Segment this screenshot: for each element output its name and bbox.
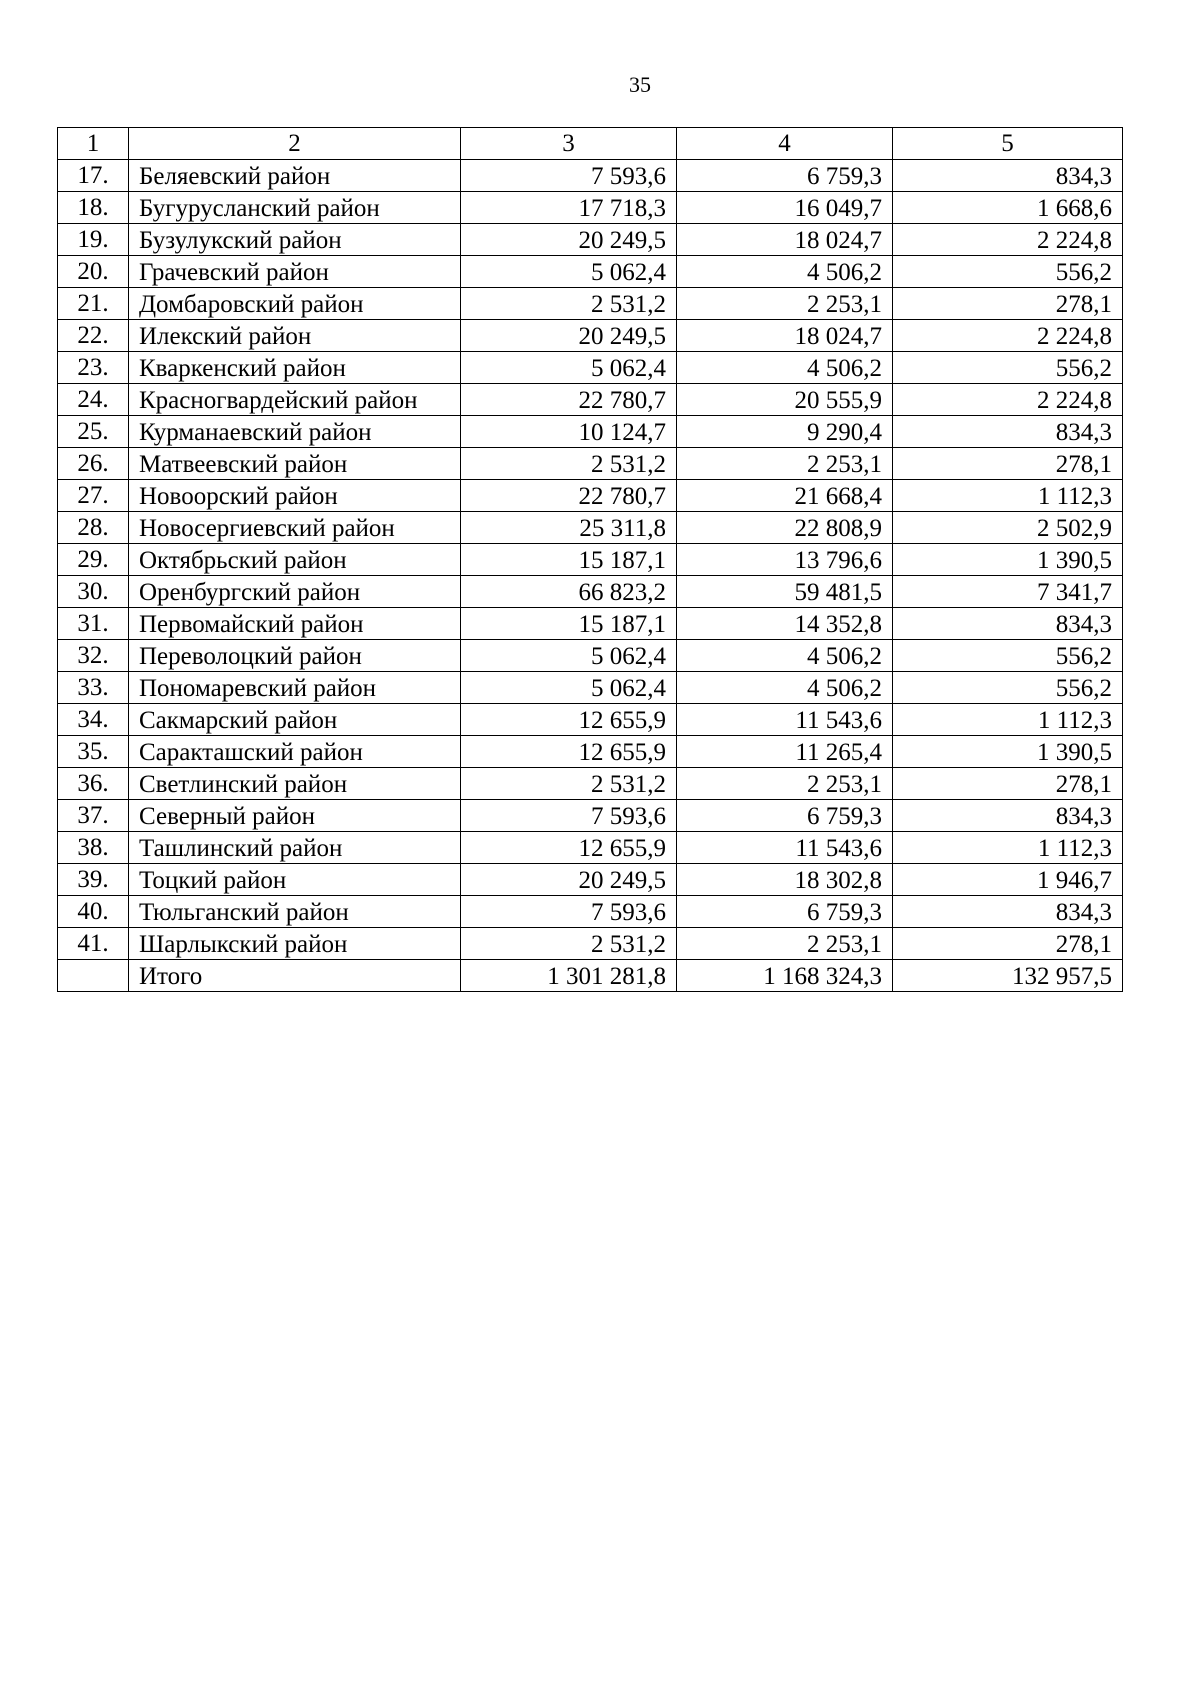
district-name-cell: Ташлинский район — [129, 832, 461, 864]
district-name-cell: Тоцкий район — [129, 864, 461, 896]
district-name-cell: Беляевский район — [129, 160, 461, 192]
district-name-cell: Бузулукский район — [129, 224, 461, 256]
column-5-value-cell: 834,3 — [893, 608, 1123, 640]
allocation-table — [57, 127, 1123, 992]
column-5-value-cell: 1 390,5 — [893, 544, 1123, 576]
column-5-value-cell: 1 668,6 — [893, 192, 1123, 224]
district-name-cell: Переволоцкий район — [129, 640, 461, 672]
row-number-cell: 26. — [58, 448, 129, 480]
table-row — [58, 576, 1123, 608]
column-3-value-cell: 22 780,7 — [461, 480, 677, 512]
column-4-value-cell: 11 543,6 — [677, 832, 893, 864]
column-4-value-cell: 13 796,6 — [677, 544, 893, 576]
row-number-cell: 36. — [58, 768, 129, 800]
column-3-value-cell: 2 531,2 — [461, 768, 677, 800]
table-row — [58, 288, 1123, 320]
column-4-value-cell: 59 481,5 — [677, 576, 893, 608]
column-3-value-cell: 25 311,8 — [461, 512, 677, 544]
total-column-3-cell: 1 301 281,8 — [461, 960, 677, 992]
district-name-cell: Кваркенский район — [129, 352, 461, 384]
column-4-value-cell: 2 253,1 — [677, 448, 893, 480]
row-number-cell: 19. — [58, 224, 129, 256]
column-3-value-cell: 17 718,3 — [461, 192, 677, 224]
column-4-value-cell: 4 506,2 — [677, 672, 893, 704]
column-3-value-cell: 15 187,1 — [461, 544, 677, 576]
row-number-cell: 28. — [58, 512, 129, 544]
district-name-cell: Матвеевский район — [129, 448, 461, 480]
district-name-cell: Новоорский район — [129, 480, 461, 512]
column-4-value-cell: 2 253,1 — [677, 288, 893, 320]
row-number-cell: 38. — [58, 832, 129, 864]
column-5-value-cell: 2 224,8 — [893, 224, 1123, 256]
row-number-cell: 35. — [58, 736, 129, 768]
table-row — [58, 352, 1123, 384]
table-row — [58, 192, 1123, 224]
column-3-value-cell: 5 062,4 — [461, 352, 677, 384]
column-3-value-cell: 2 531,2 — [461, 448, 677, 480]
column-3-value-cell: 20 249,5 — [461, 864, 677, 896]
table-row — [58, 800, 1123, 832]
table-row — [58, 256, 1123, 288]
table-row — [58, 896, 1123, 928]
column-5-value-cell: 556,2 — [893, 672, 1123, 704]
column-3-value-cell: 20 249,5 — [461, 320, 677, 352]
column-4-value-cell: 11 543,6 — [677, 704, 893, 736]
page-number: 35 — [629, 72, 651, 97]
column-4-value-cell: 4 506,2 — [677, 640, 893, 672]
column-4-value-cell: 4 506,2 — [677, 352, 893, 384]
column-5-value-cell: 278,1 — [893, 288, 1123, 320]
column-5-value-cell: 278,1 — [893, 448, 1123, 480]
district-name-cell: Сакмарский район — [129, 704, 461, 736]
column-3-value-cell: 10 124,7 — [461, 416, 677, 448]
column-4-value-cell: 6 759,3 — [677, 800, 893, 832]
column-number-header: 3 — [461, 128, 677, 160]
table-row — [58, 384, 1123, 416]
row-number-cell: 23. — [58, 352, 129, 384]
column-4-value-cell: 22 808,9 — [677, 512, 893, 544]
column-3-value-cell: 7 593,6 — [461, 896, 677, 928]
column-3-value-cell: 2 531,2 — [461, 288, 677, 320]
table-row — [58, 736, 1123, 768]
column-4-value-cell: 11 265,4 — [677, 736, 893, 768]
column-3-value-cell: 7 593,6 — [461, 800, 677, 832]
district-name-cell: Октябрьский район — [129, 544, 461, 576]
district-name-cell: Северный район — [129, 800, 461, 832]
total-label-cell: Итого — [129, 960, 461, 992]
row-number-cell: 31. — [58, 608, 129, 640]
district-name-cell: Бугурусланский район — [129, 192, 461, 224]
district-name-cell: Курманаевский район — [129, 416, 461, 448]
table-row — [58, 832, 1123, 864]
column-5-value-cell: 278,1 — [893, 928, 1123, 960]
row-number-cell: 39. — [58, 864, 129, 896]
column-4-value-cell: 9 290,4 — [677, 416, 893, 448]
row-number-cell: 21. — [58, 288, 129, 320]
row-number-cell: 27. — [58, 480, 129, 512]
column-4-value-cell: 20 555,9 — [677, 384, 893, 416]
column-3-value-cell: 66 823,2 — [461, 576, 677, 608]
total-column-5-cell: 132 957,5 — [893, 960, 1123, 992]
column-3-value-cell: 7 593,6 — [461, 160, 677, 192]
column-number-header: 4 — [677, 128, 893, 160]
table-row — [58, 320, 1123, 352]
column-4-value-cell: 18 024,7 — [677, 320, 893, 352]
district-name-cell: Новосергиевский район — [129, 512, 461, 544]
table-row — [58, 864, 1123, 896]
column-5-value-cell: 2 502,9 — [893, 512, 1123, 544]
column-5-value-cell: 834,3 — [893, 160, 1123, 192]
total-row — [58, 960, 1123, 992]
column-4-value-cell: 2 253,1 — [677, 928, 893, 960]
column-number-header: 5 — [893, 128, 1123, 160]
column-5-value-cell: 1 112,3 — [893, 480, 1123, 512]
column-3-value-cell: 12 655,9 — [461, 736, 677, 768]
row-number-cell: 33. — [58, 672, 129, 704]
row-number-cell: 20. — [58, 256, 129, 288]
district-name-cell: Красногвардейский район — [129, 384, 461, 416]
total-column-4-cell: 1 168 324,3 — [677, 960, 893, 992]
column-number-header: 2 — [129, 128, 461, 160]
district-name-cell: Домбаровский район — [129, 288, 461, 320]
column-3-value-cell: 22 780,7 — [461, 384, 677, 416]
table-row — [58, 480, 1123, 512]
table-row — [58, 768, 1123, 800]
district-name-cell: Тюльганский район — [129, 896, 461, 928]
table-row — [58, 160, 1123, 192]
column-4-value-cell: 14 352,8 — [677, 608, 893, 640]
row-number-cell: 32. — [58, 640, 129, 672]
column-4-value-cell: 6 759,3 — [677, 896, 893, 928]
column-4-value-cell: 21 668,4 — [677, 480, 893, 512]
column-3-value-cell: 15 187,1 — [461, 608, 677, 640]
table-row — [58, 448, 1123, 480]
column-5-value-cell: 556,2 — [893, 352, 1123, 384]
column-3-value-cell: 5 062,4 — [461, 256, 677, 288]
district-name-cell: Пономаревский район — [129, 672, 461, 704]
column-5-value-cell: 556,2 — [893, 256, 1123, 288]
column-5-value-cell: 2 224,8 — [893, 384, 1123, 416]
column-5-value-cell: 7 341,7 — [893, 576, 1123, 608]
table-row — [58, 544, 1123, 576]
column-5-value-cell: 556,2 — [893, 640, 1123, 672]
table-row — [58, 704, 1123, 736]
column-5-value-cell: 834,3 — [893, 896, 1123, 928]
column-number-header: 1 — [58, 128, 129, 160]
column-3-value-cell: 5 062,4 — [461, 640, 677, 672]
row-number-cell: 37. — [58, 800, 129, 832]
column-5-value-cell: 834,3 — [893, 800, 1123, 832]
table-row — [58, 672, 1123, 704]
column-3-value-cell: 12 655,9 — [461, 832, 677, 864]
district-name-cell: Шарлыкский район — [129, 928, 461, 960]
column-3-value-cell: 20 249,5 — [461, 224, 677, 256]
district-name-cell: Первомайский район — [129, 608, 461, 640]
table-row — [58, 512, 1123, 544]
table-row — [58, 608, 1123, 640]
district-name-cell: Грачевский район — [129, 256, 461, 288]
row-number-cell: 18. — [58, 192, 129, 224]
column-3-value-cell: 5 062,4 — [461, 672, 677, 704]
column-5-value-cell: 278,1 — [893, 768, 1123, 800]
row-number-cell: 40. — [58, 896, 129, 928]
column-4-value-cell: 4 506,2 — [677, 256, 893, 288]
table-row — [58, 640, 1123, 672]
row-number-cell: 25. — [58, 416, 129, 448]
row-number-cell: 29. — [58, 544, 129, 576]
column-5-value-cell: 1 112,3 — [893, 704, 1123, 736]
column-number-header-row — [58, 128, 1123, 160]
table-row — [58, 928, 1123, 960]
column-5-value-cell: 834,3 — [893, 416, 1123, 448]
column-4-value-cell: 18 024,7 — [677, 224, 893, 256]
column-4-value-cell: 18 302,8 — [677, 864, 893, 896]
table-row — [58, 224, 1123, 256]
district-name-cell: Саракташский район — [129, 736, 461, 768]
row-number-cell: 17. — [58, 160, 129, 192]
column-4-value-cell: 2 253,1 — [677, 768, 893, 800]
district-name-cell: Илекский район — [129, 320, 461, 352]
column-5-value-cell: 1 112,3 — [893, 832, 1123, 864]
total-number-cell — [58, 960, 129, 992]
row-number-cell: 30. — [58, 576, 129, 608]
column-3-value-cell: 12 655,9 — [461, 704, 677, 736]
column-4-value-cell: 6 759,3 — [677, 160, 893, 192]
district-name-cell: Оренбургский район — [129, 576, 461, 608]
row-number-cell: 22. — [58, 320, 129, 352]
column-5-value-cell: 1 390,5 — [893, 736, 1123, 768]
column-4-value-cell: 16 049,7 — [677, 192, 893, 224]
table-row — [58, 416, 1123, 448]
table-body — [58, 128, 1123, 992]
row-number-cell: 41. — [58, 928, 129, 960]
district-name-cell: Светлинский район — [129, 768, 461, 800]
column-5-value-cell: 2 224,8 — [893, 320, 1123, 352]
row-number-cell: 24. — [58, 384, 129, 416]
column-5-value-cell: 1 946,7 — [893, 864, 1123, 896]
row-number-cell: 34. — [58, 704, 129, 736]
column-3-value-cell: 2 531,2 — [461, 928, 677, 960]
